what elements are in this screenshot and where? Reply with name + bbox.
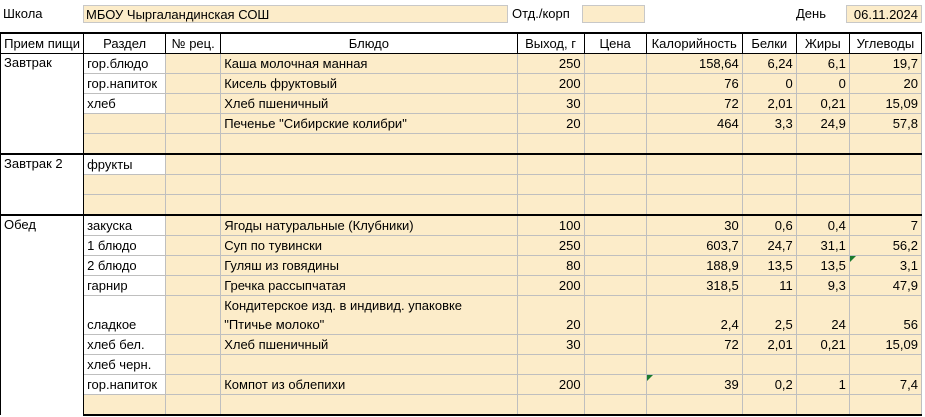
col-recipe: № рец. xyxy=(166,33,221,54)
cell-recipe[interactable] xyxy=(166,54,221,74)
cell-yield[interactable]: 100 xyxy=(517,215,584,236)
cell-kcal[interactable]: 30 xyxy=(646,215,742,236)
cell-price[interactable] xyxy=(584,256,646,276)
cell-carbs[interactable]: 19,7 xyxy=(849,54,921,74)
cell-yield[interactable]: 250 xyxy=(517,54,584,74)
cell-section[interactable]: гор.блюдо xyxy=(84,54,166,74)
col-section: Раздел xyxy=(84,33,166,54)
cell-section[interactable]: закуска xyxy=(84,215,166,236)
table-row xyxy=(1,215,922,236)
col-kcal: Калорийность xyxy=(646,33,742,54)
cell-yield[interactable] xyxy=(517,355,584,375)
cell-dish[interactable] xyxy=(221,134,517,155)
cell-fat[interactable]: 0,21 xyxy=(796,335,849,355)
cell-kcal[interactable]: 72 xyxy=(646,335,742,355)
cell-carbs[interactable]: 7 xyxy=(849,215,921,236)
cell-yield[interactable] xyxy=(517,154,584,175)
table-row xyxy=(1,375,922,395)
cell-dish[interactable] xyxy=(221,195,517,216)
cell-recipe[interactable] xyxy=(166,395,221,416)
cell-carbs[interactable]: 56,2 xyxy=(849,236,921,256)
cell-section[interactable] xyxy=(84,114,166,134)
cell-kcal[interactable]: 72 xyxy=(646,94,742,114)
cell-dish[interactable]: Гуляш из говядины xyxy=(221,256,517,276)
cell-fat[interactable]: 0,4 xyxy=(796,215,849,236)
cell-price[interactable] xyxy=(584,74,646,94)
cell-section[interactable]: гор.напиток xyxy=(84,375,166,395)
table-row xyxy=(1,114,922,134)
cell-yield[interactable] xyxy=(517,395,584,416)
table-row xyxy=(1,355,922,375)
cell-yield[interactable] xyxy=(517,175,584,195)
table-row xyxy=(1,395,922,416)
table-body xyxy=(1,54,922,416)
cell-price[interactable] xyxy=(584,335,646,355)
cell-kcal[interactable]: 39 xyxy=(646,375,742,395)
cell-section[interactable]: сладкое xyxy=(84,296,166,335)
cell-section[interactable]: хлеб xyxy=(84,94,166,114)
cell-dish[interactable] xyxy=(221,395,517,416)
cell-protein[interactable]: 6,24 xyxy=(742,54,796,74)
cell-dish[interactable]: Суп по тувински xyxy=(221,236,517,256)
cell-fat[interactable] xyxy=(796,395,849,416)
cell-yield[interactable]: 250 xyxy=(517,236,584,256)
cell-fat[interactable]: 24,9 xyxy=(796,114,849,134)
cell-fat[interactable]: 24 xyxy=(796,296,849,335)
cell-fat[interactable] xyxy=(796,195,849,216)
cell-price[interactable] xyxy=(584,154,646,175)
cell-recipe[interactable] xyxy=(166,256,221,276)
table-row xyxy=(1,276,922,296)
cell-dish[interactable] xyxy=(221,154,517,175)
cell-protein[interactable]: 2,01 xyxy=(742,335,796,355)
table-row xyxy=(1,54,922,74)
table-row xyxy=(1,335,922,355)
cell-section[interactable] xyxy=(84,195,166,216)
cell-recipe[interactable] xyxy=(166,134,221,155)
cell-section[interactable]: хлеб черн. xyxy=(84,355,166,375)
cell-section[interactable]: гарнир xyxy=(84,276,166,296)
cell-fat[interactable] xyxy=(796,154,849,175)
cell-protein[interactable]: 0,2 xyxy=(742,375,796,395)
cell-carbs[interactable] xyxy=(849,175,921,195)
cell-recipe[interactable] xyxy=(166,236,221,256)
cell-protein[interactable] xyxy=(742,175,796,195)
cell-yield[interactable]: 20 xyxy=(517,296,584,335)
cell-kcal[interactable]: 2,4 xyxy=(646,296,742,335)
cell-fat[interactable]: 13,5 xyxy=(796,256,849,276)
cell-yield[interactable]: 80 xyxy=(517,256,584,276)
cell-kcal[interactable]: 603,7 xyxy=(646,236,742,256)
table-row xyxy=(1,134,922,155)
cell-dish[interactable]: Каша молочная манная xyxy=(221,54,517,74)
cell-section[interactable] xyxy=(84,134,166,155)
cell-recipe[interactable] xyxy=(166,335,221,355)
cell-recipe[interactable] xyxy=(166,296,221,335)
menu-table xyxy=(0,32,922,416)
col-fat: Жиры xyxy=(796,33,849,54)
cell-protein[interactable] xyxy=(742,195,796,216)
cell-price[interactable] xyxy=(584,94,646,114)
cell-carbs[interactable] xyxy=(849,395,921,416)
cell-dish[interactable]: Печенье "Сибирские колибри" xyxy=(221,114,517,134)
cell-fat[interactable]: 0,21 xyxy=(796,94,849,114)
cell-carbs[interactable] xyxy=(849,355,921,375)
cell-yield[interactable]: 30 xyxy=(517,94,584,114)
cell-price[interactable] xyxy=(584,134,646,155)
cell-price[interactable] xyxy=(584,175,646,195)
cell-price[interactable] xyxy=(584,276,646,296)
cell-kcal[interactable]: 76 xyxy=(646,74,742,94)
cell-protein[interactable]: 3,3 xyxy=(742,114,796,134)
cell-kcal[interactable]: 318,5 xyxy=(646,276,742,296)
cell-kcal[interactable] xyxy=(646,355,742,375)
cell-yield[interactable] xyxy=(517,134,584,155)
cell-section[interactable] xyxy=(84,395,166,416)
table-row xyxy=(1,195,922,216)
cell-recipe[interactable] xyxy=(166,175,221,195)
cell-yield[interactable]: 200 xyxy=(517,74,584,94)
cell-recipe[interactable] xyxy=(166,154,221,175)
cell-recipe[interactable] xyxy=(166,375,221,395)
cell-section[interactable]: 1 блюдо xyxy=(84,236,166,256)
cell-yield[interactable]: 20 xyxy=(517,114,584,134)
meal-breakfast2: Завтрак 2 xyxy=(1,154,84,215)
cell-carbs[interactable]: 47,9 xyxy=(849,276,921,296)
cell-price[interactable] xyxy=(584,395,646,416)
cell-protein[interactable]: 0 xyxy=(742,74,796,94)
cell-price[interactable] xyxy=(584,355,646,375)
dept-label: Отд./корп xyxy=(512,6,570,21)
cell-carbs[interactable]: 15,09 xyxy=(849,335,921,355)
col-meal: Прием пищи xyxy=(1,33,84,54)
cell-fat[interactable] xyxy=(796,355,849,375)
cell-kcal[interactable] xyxy=(646,154,742,175)
cell-recipe[interactable] xyxy=(166,355,221,375)
col-dish: Блюдо xyxy=(221,33,517,54)
cell-price[interactable] xyxy=(584,54,646,74)
cell-dish[interactable] xyxy=(221,355,517,375)
table-row xyxy=(1,236,922,256)
cell-recipe[interactable] xyxy=(166,114,221,134)
cell-kcal[interactable] xyxy=(646,175,742,195)
cell-recipe[interactable] xyxy=(166,215,221,236)
cell-protein[interactable] xyxy=(742,134,796,155)
cell-section[interactable]: 2 блюдо xyxy=(84,256,166,276)
cell-recipe[interactable] xyxy=(166,74,221,94)
cell-recipe[interactable] xyxy=(166,94,221,114)
col-carbs: Углеводы xyxy=(849,33,921,54)
cell-kcal[interactable] xyxy=(646,195,742,216)
cell-section[interactable]: фрукты xyxy=(84,154,166,175)
cell-dish[interactable]: Хлеб пшеничный xyxy=(221,94,517,114)
day-label: День xyxy=(796,6,826,21)
cell-protein[interactable]: 13,5 xyxy=(742,256,796,276)
cell-dish[interactable] xyxy=(221,175,517,195)
table-row xyxy=(1,74,922,94)
column-header-row xyxy=(1,33,922,54)
cell-protein[interactable] xyxy=(742,355,796,375)
cell-fat[interactable]: 9,3 xyxy=(796,276,849,296)
col-yield: Выход, г xyxy=(517,33,584,54)
cell-carbs[interactable]: 20 xyxy=(849,74,921,94)
cell-recipe[interactable] xyxy=(166,276,221,296)
cell-fat[interactable] xyxy=(796,175,849,195)
dept-field[interactable] xyxy=(582,5,645,23)
cell-dish[interactable]: Кондитерское изд. в индивид. упаковке "Птичье молоко" xyxy=(221,296,517,335)
header-bar xyxy=(0,0,925,30)
cell-price[interactable] xyxy=(584,375,646,395)
cell-kcal[interactable] xyxy=(646,134,742,155)
cell-carbs[interactable] xyxy=(849,195,921,216)
cell-carbs[interactable]: 56 xyxy=(849,296,921,335)
cell-price[interactable] xyxy=(584,215,646,236)
cell-fat[interactable] xyxy=(796,134,849,155)
cell-protein[interactable]: 2,01 xyxy=(742,94,796,114)
table-row xyxy=(1,256,922,276)
cell-dish[interactable]: Компот из облепихи xyxy=(221,375,517,395)
cell-dish[interactable]: Хлеб пшеничный xyxy=(221,335,517,355)
cell-price[interactable] xyxy=(584,236,646,256)
cell-protein[interactable] xyxy=(742,395,796,416)
cell-kcal[interactable] xyxy=(646,395,742,416)
table-row xyxy=(1,94,922,114)
cell-yield[interactable] xyxy=(517,195,584,216)
col-price: Цена xyxy=(584,33,646,54)
cell-protein[interactable]: 0,6 xyxy=(742,215,796,236)
cell-fat[interactable]: 31,1 xyxy=(796,236,849,256)
table-row xyxy=(1,154,922,175)
cell-yield[interactable]: 200 xyxy=(517,375,584,395)
cell-carbs[interactable]: 15,09 xyxy=(849,94,921,114)
cell-carbs[interactable]: 57,8 xyxy=(849,114,921,134)
cell-dish[interactable]: Гречка рассыпчатая xyxy=(221,276,517,296)
cell-protein[interactable]: 11 xyxy=(742,276,796,296)
cell-carbs[interactable]: 3,1 xyxy=(849,256,921,276)
meal-breakfast: Завтрак xyxy=(1,54,84,155)
table-row xyxy=(1,175,922,195)
cell-kcal[interactable]: 158,64 xyxy=(646,54,742,74)
table-row xyxy=(1,296,922,335)
school-field[interactable]: МБОУ Чыргаландинская СОШ xyxy=(83,5,508,23)
cell-price[interactable] xyxy=(584,114,646,134)
cell-section[interactable] xyxy=(84,175,166,195)
cell-dish[interactable]: Ягоды натуральные (Клубники) xyxy=(221,215,517,236)
cell-fat[interactable]: 1 xyxy=(796,375,849,395)
cell-carbs[interactable] xyxy=(849,154,921,175)
cell-carbs[interactable] xyxy=(849,134,921,155)
meal-lunch: Обед xyxy=(1,215,84,415)
cell-kcal[interactable]: 464 xyxy=(646,114,742,134)
cell-dish[interactable]: Кисель фруктовый xyxy=(221,74,517,94)
cell-section[interactable]: гор.напиток xyxy=(84,74,166,94)
cell-carbs[interactable]: 7,4 xyxy=(849,375,921,395)
cell-price[interactable] xyxy=(584,296,646,335)
col-protein: Белки xyxy=(742,33,796,54)
cell-kcal[interactable]: 188,9 xyxy=(646,256,742,276)
cell-yield[interactable]: 30 xyxy=(517,335,584,355)
cell-protein[interactable]: 24,7 xyxy=(742,236,796,256)
day-field[interactable]: 06.11.2024 xyxy=(846,5,922,23)
cell-fat[interactable]: 0 xyxy=(796,74,849,94)
cell-protein[interactable] xyxy=(742,154,796,175)
cell-fat[interactable]: 6,1 xyxy=(796,54,849,74)
cell-protein[interactable]: 2,5 xyxy=(742,296,796,335)
cell-recipe[interactable] xyxy=(166,195,221,216)
cell-yield[interactable]: 200 xyxy=(517,276,584,296)
cell-section[interactable]: хлеб бел. xyxy=(84,335,166,355)
school-label: Школа xyxy=(3,6,43,21)
cell-price[interactable] xyxy=(584,195,646,216)
